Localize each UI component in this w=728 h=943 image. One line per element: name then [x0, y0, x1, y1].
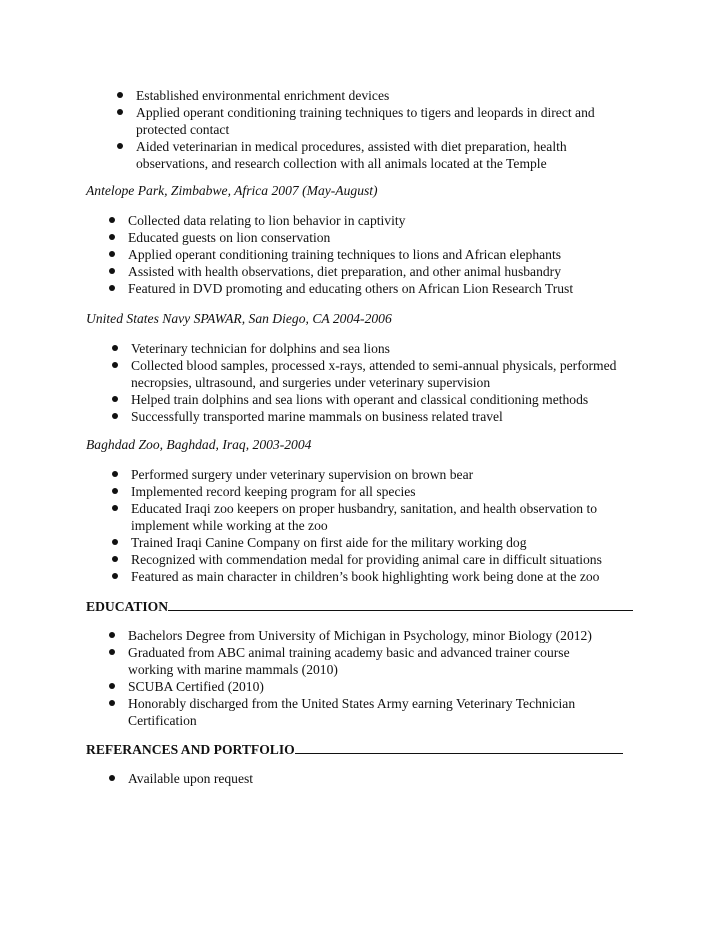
bullet-icon	[112, 556, 118, 562]
list-item	[128, 229, 698, 246]
bullet-icon	[112, 573, 118, 579]
bullet-icon	[109, 683, 115, 689]
bullet-icon	[109, 649, 115, 655]
list-item	[128, 212, 698, 229]
bullet-line: SCUBA Certified (2010)	[128, 679, 264, 694]
bullet-icon	[109, 251, 115, 257]
bullet-line: Trained Iraqi Canine Company on first aide for the military working dog	[131, 535, 527, 550]
heading-underline	[295, 741, 623, 754]
bullet-icon	[112, 471, 118, 477]
list-item	[128, 678, 698, 695]
heading-underline	[168, 598, 633, 611]
bullet-icon	[109, 217, 115, 223]
list-item	[128, 770, 698, 787]
antelope-park-bullet-list	[128, 212, 698, 297]
bullet-icon	[109, 632, 115, 638]
bullet-icon	[112, 362, 118, 368]
heading-label: EDUCATION	[86, 599, 169, 614]
list-item	[128, 644, 698, 678]
list-item	[131, 357, 701, 391]
bullet-icon	[117, 92, 123, 98]
bullet-line: Implemented record keeping program for all species	[131, 484, 416, 499]
bullet-line: Featured in DVD promoting and educating others on African Lion Research Trust	[128, 281, 574, 296]
baghdad-zoo-bullet-list	[131, 466, 701, 585]
employer-antelope-park: Antelope Park, Zimbabwe, Africa 2007 (May-August)	[86, 183, 378, 198]
list-item	[131, 340, 701, 357]
employer-spawar: United States Navy SPAWAR, San Diego, CA 2004-2006	[86, 311, 392, 326]
list-item	[136, 87, 696, 104]
bullet-icon	[109, 268, 115, 274]
section-heading-education	[86, 598, 633, 615]
bullet-icon	[112, 488, 118, 494]
bullet-line: Aided veterinarian in medical procedures, assisted with diet preparation, health	[136, 139, 567, 154]
heading-label: REFERANCES AND PORTFOLIO	[86, 742, 295, 757]
bullet-icon	[109, 234, 115, 240]
bullet-line: Veterinary technician for dolphins and sea lions	[131, 341, 390, 356]
bullet-icon	[109, 775, 115, 781]
bullet-line: Successfully transported marine mammals on business related travel	[131, 409, 503, 424]
bullet-line: Collected blood samples, processed x-rays, attended to semi-annual physicals, performed	[131, 358, 617, 373]
bullet-icon	[112, 413, 118, 419]
bullet-line: Graduated from ABC animal training academy basic and advanced trainer course	[128, 645, 570, 660]
list-item	[131, 500, 701, 534]
bullet-line: Featured as main character in children’s book highlighting work being done at the zoo	[131, 569, 600, 584]
bullet-icon	[109, 285, 115, 291]
list-item	[128, 246, 698, 263]
section-heading-references	[86, 741, 623, 758]
bullet-line: Recognized with commendation medal for providing animal care in difficult situations	[131, 552, 602, 567]
bullet-line: Certification	[128, 713, 197, 728]
list-item	[131, 483, 701, 500]
bullet-icon	[117, 143, 123, 149]
list-item	[136, 104, 696, 138]
bullet-line: Assisted with health observations, diet preparation, and other animal husbandry	[128, 264, 562, 279]
list-item	[131, 466, 701, 483]
bullet-line: Helped train dolphins and sea lions with operant and classical conditioning methods	[131, 392, 589, 407]
bullet-line: Available upon request	[128, 771, 254, 786]
education-bullet-list	[128, 627, 698, 729]
bullet-line: working with marine mammals (2010)	[128, 662, 338, 677]
list-item	[128, 263, 698, 280]
bullet-line: Honorably discharged from the United States Army earning Veterinary Technician	[128, 696, 576, 711]
bullet-line: Bachelors Degree from University of Michigan in Psychology, minor Biology (2012)	[128, 628, 592, 643]
temple-bullet-list	[136, 87, 696, 172]
bullet-line: Applied operant conditioning training techniques to lions and African elephants	[128, 247, 562, 262]
list-item	[128, 280, 698, 297]
list-item	[136, 138, 696, 172]
bullet-line: necropsies, ultrasound, and surgeries under veterinary supervision	[131, 375, 491, 390]
bullet-icon	[112, 539, 118, 545]
list-item	[131, 391, 701, 408]
list-item	[131, 551, 701, 568]
bullet-line: Educated guests on lion conservation	[128, 230, 331, 245]
bullet-line: Applied operant conditioning training techniques to tigers and leopards in direct and	[136, 105, 595, 120]
list-item	[131, 408, 701, 425]
bullet-line: implement while working at the zoo	[131, 518, 328, 533]
bullet-line: protected contact	[136, 122, 230, 137]
list-item	[131, 568, 701, 585]
bullet-icon	[112, 345, 118, 351]
bullet-icon	[117, 109, 123, 115]
bullet-line: observations, and research collection with all animals located at the Temple	[136, 156, 547, 171]
bullet-icon	[109, 700, 115, 706]
bullet-line: Educated Iraqi zoo keepers on proper husbandry, sanitation, and health observation to	[131, 501, 598, 516]
references-bullet-list	[128, 770, 698, 787]
bullet-icon	[112, 505, 118, 511]
bullet-icon	[112, 396, 118, 402]
list-item	[128, 695, 698, 729]
bullet-line: Established environmental enrichment devices	[136, 88, 390, 103]
spawar-bullet-list	[131, 340, 701, 425]
bullet-line: Collected data relating to lion behavior in captivity	[128, 213, 406, 228]
list-item	[131, 534, 701, 551]
list-item	[128, 627, 698, 644]
employer-baghdad-zoo: Baghdad Zoo, Baghdad, Iraq, 2003-2004	[86, 437, 312, 452]
bullet-line: Performed surgery under veterinary supervision on brown bear	[131, 467, 474, 482]
